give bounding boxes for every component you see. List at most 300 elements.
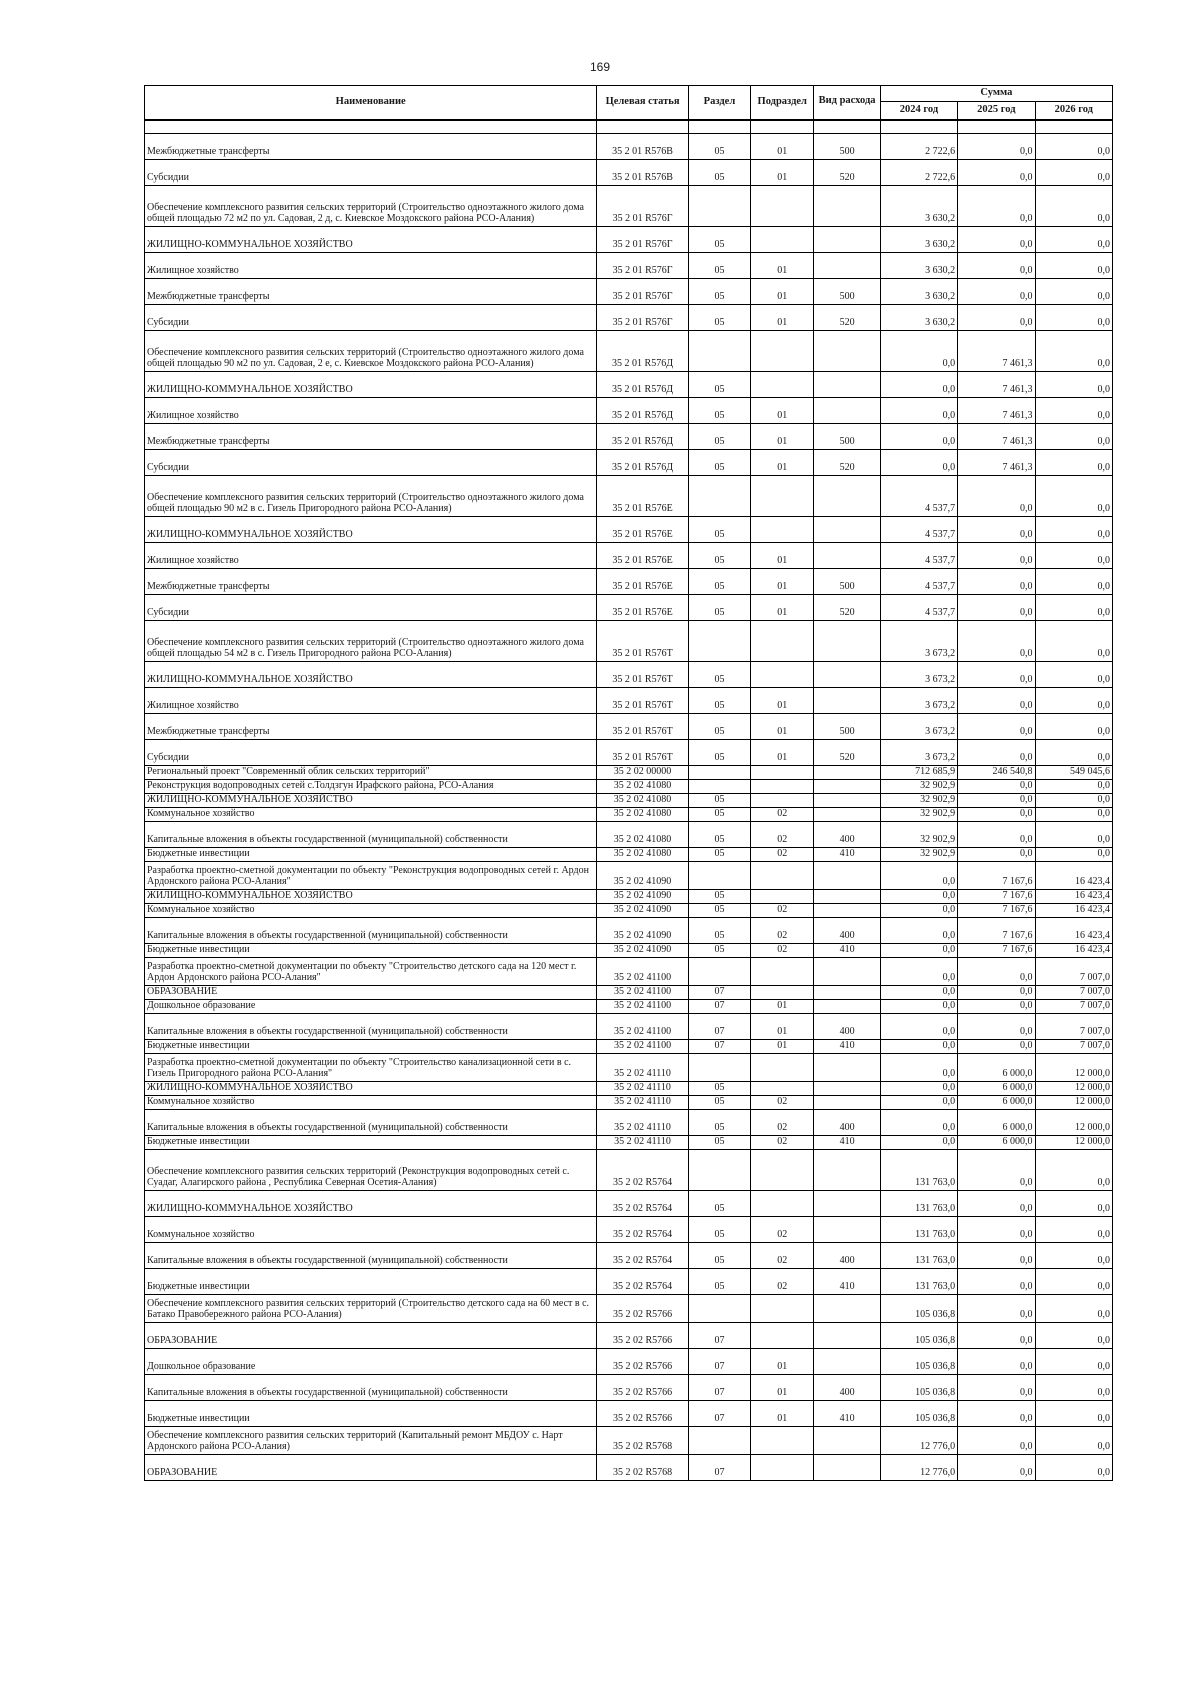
cell-subsection bbox=[751, 889, 814, 903]
cell-name: Обеспечение комплексного развития сельских территорий (Капитальный ремонт МБДОУ с. Нарт Ардонского района РСО-Алания) bbox=[145, 1426, 597, 1454]
cell-2024: 131 763,0 bbox=[880, 1190, 957, 1216]
cell-section: 05 bbox=[688, 449, 750, 475]
cell-2024: 0,0 bbox=[880, 449, 957, 475]
cell-code: 35 2 02 R5766 bbox=[597, 1400, 688, 1426]
cell-name: Коммунальное хозяйство bbox=[145, 903, 597, 917]
cell-code: 35 2 02 41100 bbox=[597, 999, 688, 1013]
cell-section: 07 bbox=[688, 1400, 750, 1426]
cell-code: 35 2 02 41090 bbox=[597, 861, 688, 889]
cell-code: 35 2 02 R5764 bbox=[597, 1190, 688, 1216]
cell-2026: 0,0 bbox=[1035, 371, 1112, 397]
cell-2024: 0,0 bbox=[880, 330, 957, 371]
cell-2025: 0,0 bbox=[958, 1268, 1035, 1294]
cell-expense bbox=[814, 765, 880, 779]
cell-section: 07 bbox=[688, 1013, 750, 1039]
cell-section bbox=[688, 957, 750, 985]
cell-2026: 0,0 bbox=[1035, 278, 1112, 304]
cell-2026: 0,0 bbox=[1035, 1426, 1112, 1454]
cell-name: ОБРАЗОВАНИЕ bbox=[145, 1454, 597, 1480]
cell-2025: 0,0 bbox=[958, 568, 1035, 594]
cell-section bbox=[688, 330, 750, 371]
table-row bbox=[145, 779, 1113, 793]
cell-2026: 0,0 bbox=[1035, 713, 1112, 739]
table-row bbox=[145, 1109, 1113, 1135]
cell-section: 05 bbox=[688, 1216, 750, 1242]
table-row bbox=[145, 765, 1113, 779]
table-row bbox=[145, 999, 1113, 1013]
cell-2025: 7 167,6 bbox=[958, 917, 1035, 943]
cell-expense bbox=[814, 1294, 880, 1322]
table-row bbox=[145, 713, 1113, 739]
cell-expense bbox=[814, 903, 880, 917]
cell-section: 05 bbox=[688, 847, 750, 861]
cell-subsection: 01 bbox=[751, 397, 814, 423]
table-row bbox=[145, 449, 1113, 475]
cell-subsection: 01 bbox=[751, 423, 814, 449]
cell-code: 35 2 02 R5766 bbox=[597, 1322, 688, 1348]
cell-section: 05 bbox=[688, 807, 750, 821]
cell-section: 05 bbox=[688, 1268, 750, 1294]
cell-code: 35 2 01 R576Д bbox=[597, 423, 688, 449]
cell-name: ЖИЛИЩНО-КОММУНАЛЬНОЕ ХОЗЯЙСТВО bbox=[145, 371, 597, 397]
cell-code: 35 2 02 41090 bbox=[597, 943, 688, 957]
table-row bbox=[145, 1374, 1113, 1400]
cell-2025: 0,0 bbox=[958, 1190, 1035, 1216]
table-row bbox=[145, 1053, 1113, 1081]
cell-expense bbox=[814, 1216, 880, 1242]
cell-section: 05 bbox=[688, 133, 750, 159]
cell-name: ЖИЛИЩНО-КОММУНАЛЬНОЕ ХОЗЯЙСТВО bbox=[145, 1081, 597, 1095]
cell-2025: 0,0 bbox=[958, 1348, 1035, 1374]
cell-name: Жилищное хозяйство bbox=[145, 542, 597, 568]
cell-2025: 0,0 bbox=[958, 278, 1035, 304]
cell-name: Жилищное хозяйство bbox=[145, 397, 597, 423]
cell-2026: 0,0 bbox=[1035, 1242, 1112, 1268]
spacer-row bbox=[145, 120, 1113, 134]
cell-subsection bbox=[751, 985, 814, 999]
cell-2024: 3 673,2 bbox=[880, 687, 957, 713]
cell-expense: 410 bbox=[814, 1400, 880, 1426]
cell-expense bbox=[814, 985, 880, 999]
cell-section bbox=[688, 779, 750, 793]
cell-code: 35 2 02 00000 bbox=[597, 765, 688, 779]
cell-section: 07 bbox=[688, 1039, 750, 1053]
cell-code: 35 2 02 41090 bbox=[597, 903, 688, 917]
cell-section: 05 bbox=[688, 1135, 750, 1149]
cell-2024: 0,0 bbox=[880, 397, 957, 423]
cell-2026: 0,0 bbox=[1035, 475, 1112, 516]
cell-2025: 0,0 bbox=[958, 226, 1035, 252]
cell-code: 35 2 02 41080 bbox=[597, 793, 688, 807]
cell-code: 35 2 02 R5766 bbox=[597, 1374, 688, 1400]
cell-subsection: 02 bbox=[751, 1268, 814, 1294]
cell-subsection: 01 bbox=[751, 542, 814, 568]
cell-expense bbox=[814, 661, 880, 687]
cell-name: Субсидии bbox=[145, 304, 597, 330]
cell-2025: 0,0 bbox=[958, 1039, 1035, 1053]
cell-2026: 0,0 bbox=[1035, 594, 1112, 620]
cell-2025: 0,0 bbox=[958, 516, 1035, 542]
cell-subsection: 02 bbox=[751, 1109, 814, 1135]
cell-section: 05 bbox=[688, 542, 750, 568]
table-row bbox=[145, 807, 1113, 821]
cell-name: Межбюджетные трансферты bbox=[145, 568, 597, 594]
table-row bbox=[145, 1190, 1113, 1216]
cell-2024: 131 763,0 bbox=[880, 1242, 957, 1268]
cell-expense bbox=[814, 226, 880, 252]
cell-expense bbox=[814, 371, 880, 397]
cell-subsection: 02 bbox=[751, 821, 814, 847]
cell-2024: 0,0 bbox=[880, 1013, 957, 1039]
cell-subsection: 02 bbox=[751, 1242, 814, 1268]
cell-subsection: 01 bbox=[751, 133, 814, 159]
cell-subsection: 02 bbox=[751, 1135, 814, 1149]
cell-2024: 3 673,2 bbox=[880, 739, 957, 765]
cell-code: 35 2 02 41100 bbox=[597, 1013, 688, 1039]
cell-name: Капитальные вложения в объекты государственной (муниципальной) собственности bbox=[145, 1013, 597, 1039]
cell-2026: 12 000,0 bbox=[1035, 1081, 1112, 1095]
cell-2026: 0,0 bbox=[1035, 330, 1112, 371]
cell-2026: 0,0 bbox=[1035, 226, 1112, 252]
cell-expense: 520 bbox=[814, 449, 880, 475]
cell-section: 05 bbox=[688, 594, 750, 620]
cell-expense bbox=[814, 330, 880, 371]
cell-2025: 0,0 bbox=[958, 475, 1035, 516]
page-number: 169 bbox=[589, 60, 611, 74]
cell-2024: 0,0 bbox=[880, 1109, 957, 1135]
cell-subsection: 01 bbox=[751, 594, 814, 620]
cell-code: 35 2 02 R5766 bbox=[597, 1348, 688, 1374]
cell-name: Капитальные вложения в объекты государственной (муниципальной) собственности bbox=[145, 1109, 597, 1135]
cell-code: 35 2 01 R576T bbox=[597, 739, 688, 765]
cell-2024: 12 776,0 bbox=[880, 1426, 957, 1454]
cell-expense bbox=[814, 542, 880, 568]
cell-2026: 0,0 bbox=[1035, 542, 1112, 568]
cell-name: Региональный проект "Современный облик сельских территорий" bbox=[145, 765, 597, 779]
cell-2026: 16 423,4 bbox=[1035, 903, 1112, 917]
cell-subsection bbox=[751, 861, 814, 889]
table-row bbox=[145, 1095, 1113, 1109]
cell-name: Субсидии bbox=[145, 159, 597, 185]
cell-2025: 0,0 bbox=[958, 807, 1035, 821]
cell-subsection: 01 bbox=[751, 1348, 814, 1374]
budget-table bbox=[144, 85, 1113, 1481]
cell-2024: 0,0 bbox=[880, 423, 957, 449]
cell-section: 05 bbox=[688, 304, 750, 330]
cell-name: Обеспечение комплексного развития сельских территорий (Строительство одноэтажного жилого дома общей площадью 72 м2 по ул. Садовая, 2 д, с. Киевское Моздокского района РСО-Алания) bbox=[145, 185, 597, 226]
cell-2024: 0,0 bbox=[880, 861, 957, 889]
cell-2024: 131 763,0 bbox=[880, 1268, 957, 1294]
cell-2025: 7 167,6 bbox=[958, 943, 1035, 957]
cell-name: Субсидии bbox=[145, 739, 597, 765]
cell-2026: 0,0 bbox=[1035, 423, 1112, 449]
cell-name: Межбюджетные трансферты bbox=[145, 133, 597, 159]
cell-2024: 105 036,8 bbox=[880, 1374, 957, 1400]
cell-name: Бюджетные инвестиции bbox=[145, 1135, 597, 1149]
cell-subsection: 01 bbox=[751, 1400, 814, 1426]
cell-name: Разработка проектно-сметной документации по объекту "Строительство канализационной сети в с. Гизель Пригородного района РСО-Алания" bbox=[145, 1053, 597, 1081]
cell-2024: 105 036,8 bbox=[880, 1322, 957, 1348]
cell-expense bbox=[814, 957, 880, 985]
table-row bbox=[145, 793, 1113, 807]
cell-section bbox=[688, 185, 750, 226]
table-row bbox=[145, 475, 1113, 516]
cell-name: ЖИЛИЩНО-КОММУНАЛЬНОЕ ХОЗЯЙСТВО bbox=[145, 661, 597, 687]
cell-code: 35 2 01 R576Д bbox=[597, 371, 688, 397]
cell-code: 35 2 01 R576Г bbox=[597, 304, 688, 330]
cell-name: ЖИЛИЩНО-КОММУНАЛЬНОЕ ХОЗЯЙСТВО bbox=[145, 516, 597, 542]
header-name: Наименование bbox=[145, 86, 597, 120]
cell-2026: 12 000,0 bbox=[1035, 1053, 1112, 1081]
cell-section bbox=[688, 620, 750, 661]
cell-name: Субсидии bbox=[145, 594, 597, 620]
cell-2026: 0,0 bbox=[1035, 159, 1112, 185]
cell-code: 35 2 01 R576Г bbox=[597, 226, 688, 252]
cell-section: 05 bbox=[688, 278, 750, 304]
cell-2024: 3 630,2 bbox=[880, 226, 957, 252]
table-row bbox=[145, 1216, 1113, 1242]
cell-section: 05 bbox=[688, 1095, 750, 1109]
cell-name: Реконструкция водопроводных сетей с.Толдзгун Ирафского района, РСО-Алания bbox=[145, 779, 597, 793]
cell-name: Жилищное хозяйство bbox=[145, 252, 597, 278]
cell-expense: 410 bbox=[814, 847, 880, 861]
table-row bbox=[145, 594, 1113, 620]
cell-code: 35 2 02 41080 bbox=[597, 779, 688, 793]
cell-subsection bbox=[751, 957, 814, 985]
cell-subsection: 02 bbox=[751, 847, 814, 861]
cell-section: 07 bbox=[688, 985, 750, 999]
table-row bbox=[145, 304, 1113, 330]
cell-code: 35 2 02 R5764 bbox=[597, 1242, 688, 1268]
cell-2026: 549 045,6 bbox=[1035, 765, 1112, 779]
cell-2026: 0,0 bbox=[1035, 449, 1112, 475]
cell-2024: 3 630,2 bbox=[880, 252, 957, 278]
cell-name: ОБРАЗОВАНИЕ bbox=[145, 985, 597, 999]
cell-2024: 4 537,7 bbox=[880, 568, 957, 594]
cell-2026: 12 000,0 bbox=[1035, 1109, 1112, 1135]
table-row bbox=[145, 821, 1113, 847]
cell-section: 05 bbox=[688, 713, 750, 739]
cell-code: 35 2 01 R576Г bbox=[597, 278, 688, 304]
cell-name: ЖИЛИЩНО-КОММУНАЛЬНОЕ ХОЗЯЙСТВО bbox=[145, 226, 597, 252]
cell-code: 35 2 02 41110 bbox=[597, 1135, 688, 1149]
cell-2025: 6 000,0 bbox=[958, 1095, 1035, 1109]
cell-2024: 3 630,2 bbox=[880, 304, 957, 330]
cell-subsection bbox=[751, 475, 814, 516]
cell-2026: 12 000,0 bbox=[1035, 1095, 1112, 1109]
cell-2026: 7 007,0 bbox=[1035, 999, 1112, 1013]
cell-code: 35 2 01 R576E bbox=[597, 542, 688, 568]
cell-section: 05 bbox=[688, 159, 750, 185]
cell-2026: 0,0 bbox=[1035, 779, 1112, 793]
cell-section bbox=[688, 1053, 750, 1081]
cell-section: 05 bbox=[688, 903, 750, 917]
cell-subsection: 01 bbox=[751, 568, 814, 594]
cell-expense: 400 bbox=[814, 1374, 880, 1400]
table-row bbox=[145, 1013, 1113, 1039]
cell-subsection: 01 bbox=[751, 159, 814, 185]
table-row bbox=[145, 185, 1113, 226]
cell-code: 35 2 02 R5764 bbox=[597, 1149, 688, 1190]
cell-code: 35 2 01 R576Д bbox=[597, 449, 688, 475]
cell-code: 35 2 01 R576T bbox=[597, 687, 688, 713]
cell-name: Обеспечение комплексного развития сельских территорий (Строительство одноэтажного жилого дома общей площадью 90 м2 в с. Гизель Пригородного района РСО-Алания) bbox=[145, 475, 597, 516]
cell-section: 05 bbox=[688, 687, 750, 713]
cell-2026: 0,0 bbox=[1035, 252, 1112, 278]
cell-2024: 105 036,8 bbox=[880, 1294, 957, 1322]
cell-subsection: 02 bbox=[751, 1216, 814, 1242]
cell-expense: 500 bbox=[814, 423, 880, 449]
table-row bbox=[145, 1081, 1113, 1095]
cell-name: Бюджетные инвестиции bbox=[145, 1268, 597, 1294]
cell-expense: 410 bbox=[814, 1039, 880, 1053]
cell-expense: 500 bbox=[814, 133, 880, 159]
cell-expense bbox=[814, 475, 880, 516]
table-row bbox=[145, 252, 1113, 278]
cell-expense: 520 bbox=[814, 739, 880, 765]
cell-expense bbox=[814, 687, 880, 713]
cell-expense bbox=[814, 1081, 880, 1095]
cell-expense bbox=[814, 1053, 880, 1081]
cell-section: 05 bbox=[688, 943, 750, 957]
header-sum: Сумма bbox=[880, 86, 1112, 102]
cell-section: 05 bbox=[688, 423, 750, 449]
cell-2026: 7 007,0 bbox=[1035, 1039, 1112, 1053]
cell-2024: 32 902,9 bbox=[880, 847, 957, 861]
cell-2025: 0,0 bbox=[958, 1216, 1035, 1242]
cell-section: 05 bbox=[688, 226, 750, 252]
cell-name: ЖИЛИЩНО-КОММУНАЛЬНОЕ ХОЗЯЙСТВО bbox=[145, 1190, 597, 1216]
table-row bbox=[145, 661, 1113, 687]
cell-expense: 400 bbox=[814, 821, 880, 847]
cell-subsection bbox=[751, 661, 814, 687]
cell-section: 05 bbox=[688, 371, 750, 397]
cell-subsection bbox=[751, 1190, 814, 1216]
cell-2024: 0,0 bbox=[880, 1053, 957, 1081]
cell-code: 35 2 01 R576Д bbox=[597, 330, 688, 371]
cell-section: 07 bbox=[688, 1374, 750, 1400]
cell-name: Капитальные вложения в объекты государственной (муниципальной) собственности bbox=[145, 917, 597, 943]
cell-2025: 0,0 bbox=[958, 1322, 1035, 1348]
cell-subsection: 02 bbox=[751, 807, 814, 821]
cell-subsection: 01 bbox=[751, 999, 814, 1013]
cell-expense bbox=[814, 252, 880, 278]
cell-2024: 4 537,7 bbox=[880, 594, 957, 620]
cell-2024: 712 685,9 bbox=[880, 765, 957, 779]
cell-2024: 3 630,2 bbox=[880, 278, 957, 304]
cell-expense: 410 bbox=[814, 1135, 880, 1149]
cell-name: Капитальные вложения в объекты государственной (муниципальной) собственности bbox=[145, 1374, 597, 1400]
cell-name: Жилищное хозяйство bbox=[145, 687, 597, 713]
cell-name: Дошкольное образование bbox=[145, 1348, 597, 1374]
cell-2025: 0,0 bbox=[958, 304, 1035, 330]
table-row bbox=[145, 687, 1113, 713]
cell-2024: 0,0 bbox=[880, 917, 957, 943]
cell-2026: 16 423,4 bbox=[1035, 861, 1112, 889]
header-2024: 2024 год bbox=[880, 102, 957, 120]
cell-2025: 7 167,6 bbox=[958, 889, 1035, 903]
cell-subsection: 01 bbox=[751, 1039, 814, 1053]
cell-2024: 32 902,9 bbox=[880, 821, 957, 847]
cell-expense bbox=[814, 1322, 880, 1348]
cell-2026: 16 423,4 bbox=[1035, 917, 1112, 943]
cell-2026: 7 007,0 bbox=[1035, 957, 1112, 985]
cell-2025: 0,0 bbox=[958, 999, 1035, 1013]
cell-2026: 0,0 bbox=[1035, 1294, 1112, 1322]
cell-section: 05 bbox=[688, 889, 750, 903]
cell-subsection bbox=[751, 330, 814, 371]
cell-expense: 520 bbox=[814, 304, 880, 330]
cell-subsection: 02 bbox=[751, 917, 814, 943]
cell-expense bbox=[814, 1095, 880, 1109]
table-row bbox=[145, 903, 1113, 917]
table-row bbox=[145, 278, 1113, 304]
cell-2026: 0,0 bbox=[1035, 516, 1112, 542]
cell-2026: 0,0 bbox=[1035, 1149, 1112, 1190]
cell-code: 35 2 02 41110 bbox=[597, 1095, 688, 1109]
table-row bbox=[145, 739, 1113, 765]
cell-expense bbox=[814, 1348, 880, 1374]
header-2025: 2025 год bbox=[958, 102, 1035, 120]
cell-code: 35 2 02 R5764 bbox=[597, 1268, 688, 1294]
cell-2025: 0,0 bbox=[958, 252, 1035, 278]
cell-subsection bbox=[751, 1081, 814, 1095]
cell-name: Коммунальное хозяйство bbox=[145, 1216, 597, 1242]
cell-2024: 0,0 bbox=[880, 999, 957, 1013]
cell-name: ЖИЛИЩНО-КОММУНАЛЬНОЕ ХОЗЯЙСТВО bbox=[145, 793, 597, 807]
cell-code: 35 2 01 R576E bbox=[597, 594, 688, 620]
cell-2024: 131 763,0 bbox=[880, 1216, 957, 1242]
cell-2026: 0,0 bbox=[1035, 739, 1112, 765]
cell-2026: 16 423,4 bbox=[1035, 889, 1112, 903]
cell-2025: 0,0 bbox=[958, 1242, 1035, 1268]
cell-subsection: 02 bbox=[751, 1095, 814, 1109]
table-row bbox=[145, 542, 1113, 568]
cell-2025: 6 000,0 bbox=[958, 1135, 1035, 1149]
table-row bbox=[145, 330, 1113, 371]
cell-2025: 0,0 bbox=[958, 957, 1035, 985]
cell-code: 35 2 02 41110 bbox=[597, 1053, 688, 1081]
cell-2026: 0,0 bbox=[1035, 620, 1112, 661]
cell-2024: 32 902,9 bbox=[880, 779, 957, 793]
table-row bbox=[145, 1039, 1113, 1053]
table-row bbox=[145, 1454, 1113, 1480]
table-row bbox=[145, 861, 1113, 889]
cell-2025: 0,0 bbox=[958, 1013, 1035, 1039]
table-row bbox=[145, 1294, 1113, 1322]
cell-code: 35 2 02 41100 bbox=[597, 985, 688, 999]
cell-2025: 0,0 bbox=[958, 542, 1035, 568]
cell-name: Межбюджетные трансферты bbox=[145, 423, 597, 449]
cell-2024: 0,0 bbox=[880, 889, 957, 903]
cell-2025: 7 461,3 bbox=[958, 330, 1035, 371]
cell-2025: 0,0 bbox=[958, 1374, 1035, 1400]
cell-section bbox=[688, 1426, 750, 1454]
cell-subsection bbox=[751, 516, 814, 542]
cell-section: 05 bbox=[688, 1242, 750, 1268]
cell-name: Обеспечение комплексного развития сельских территорий (Строительство одноэтажного жилого дома общей площадью 54 м2 в с. Гизель Пригородного района РСО-Алания) bbox=[145, 620, 597, 661]
cell-code: 35 2 02 41090 bbox=[597, 889, 688, 903]
table-row bbox=[145, 1322, 1113, 1348]
cell-code: 35 2 02 41090 bbox=[597, 917, 688, 943]
cell-name: Обеспечение комплексного развития сельских территорий (Реконструкция водопроводных сетей с. Суадаг, Алагирского района , Республика Северная Осетия-Алания) bbox=[145, 1149, 597, 1190]
cell-name: Коммунальное хозяйство bbox=[145, 1095, 597, 1109]
cell-name: Межбюджетные трансферты bbox=[145, 713, 597, 739]
cell-code: 35 2 02 R5768 bbox=[597, 1426, 688, 1454]
cell-section: 07 bbox=[688, 1322, 750, 1348]
cell-2025: 0,0 bbox=[958, 1294, 1035, 1322]
cell-code: 35 2 02 41110 bbox=[597, 1081, 688, 1095]
